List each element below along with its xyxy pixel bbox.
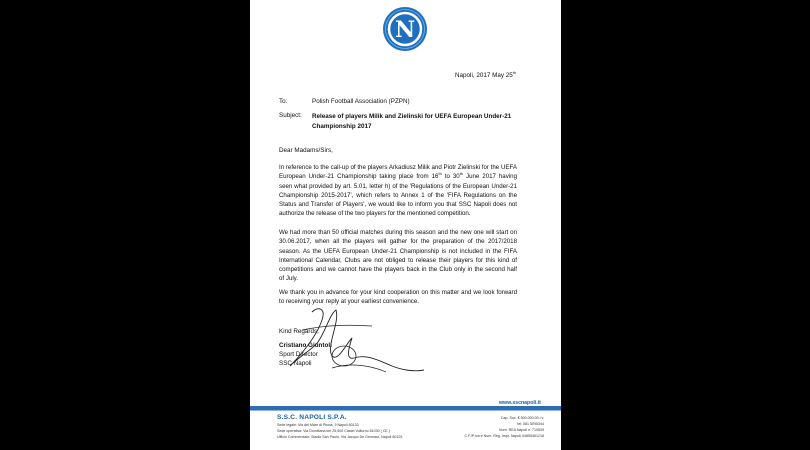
recipient: Polish Football Association (PZPN) — [312, 98, 410, 105]
paragraph-3: We thank you in advance for your kind cooperation on this matter and we look forward to receiving your reply at your earliest convenience. — [279, 289, 517, 306]
letter-date: Napoli, 2017 May 25th — [455, 69, 517, 79]
letter-page — [250, 0, 561, 450]
registration-rea: Num. REA Napoli n. 710839 — [499, 428, 544, 432]
address-legal: Sede legale: Via del Mare di Piscia, 9 Napoli 80133 — [277, 423, 359, 427]
salutation: Dear Madams/Sirs, — [279, 147, 333, 154]
signatory-name: Cristiano Giuntoli — [279, 342, 332, 349]
to-label: To: — [279, 98, 288, 105]
subject-label: Subject: — [279, 112, 302, 119]
address-commercial: Ufficio Commerciale: Stadio San Paolo, Via Jacopo De Gennaro, Napoli 80125 — [277, 435, 403, 439]
napoli-logo-icon — [382, 6, 428, 52]
signatory-org: SSC Napoli — [279, 360, 312, 367]
paragraph-1: In reference to the call-up of the players Arkadiusz Milik and Piotr Zielinski for the UEFA European Under-21 Championship taking place from 16th to 30th June 2017 having seen what provided by art. 5.01, letter h) of the 'Regulations of the European Under-21 Championship 2015-2017', which refers to Annex 1 of the 'FIFA Regulations on the Status and Transfer of Players', we would like to inform you that SSC Napoli does not authorize the release of the two players for the mentioned competition. — [279, 164, 517, 218]
footer-divider-thin — [250, 410, 561, 411]
registration-capital: Cap. Soc. € 500.000,00 i.v. — [500, 416, 544, 420]
registration-phone: tel: 081 5095344 — [517, 422, 544, 426]
address-operative: Sede operativa: Via Domitiana km 25,500 Castel Volturno 81030 ( CE ) — [277, 429, 391, 433]
handwritten-signature — [282, 300, 432, 380]
signatory-role: Sport Director — [279, 351, 318, 358]
logo-letter: N — [394, 17, 416, 43]
closing: Kind Regards, — [279, 328, 319, 335]
registration-vat: C.F./P.Iva e Num. Reg. Impr. Napoli 04855461218 — [464, 434, 544, 438]
company-name: S.S.C. NAPOLI S.P.A. — [277, 414, 347, 421]
website-link: www.sscnapoli.it — [499, 400, 541, 406]
paragraph-2: We had more than 50 official matches during this season and the new one will start on 30.06.2017, when all the players will gather for the preparation of the 2017/2018 season. As the UEFA European Under-21 Championship is not included in the FIFA International Calendar, Clubs are not obliged to release their players for this kind of competitions and we cannot have the players back in the Club only in the second half of July. — [279, 229, 517, 283]
subject-line: Release of players Milik and Zielinski for UEFA European Under-21 Championship 2017 — [312, 113, 512, 130]
